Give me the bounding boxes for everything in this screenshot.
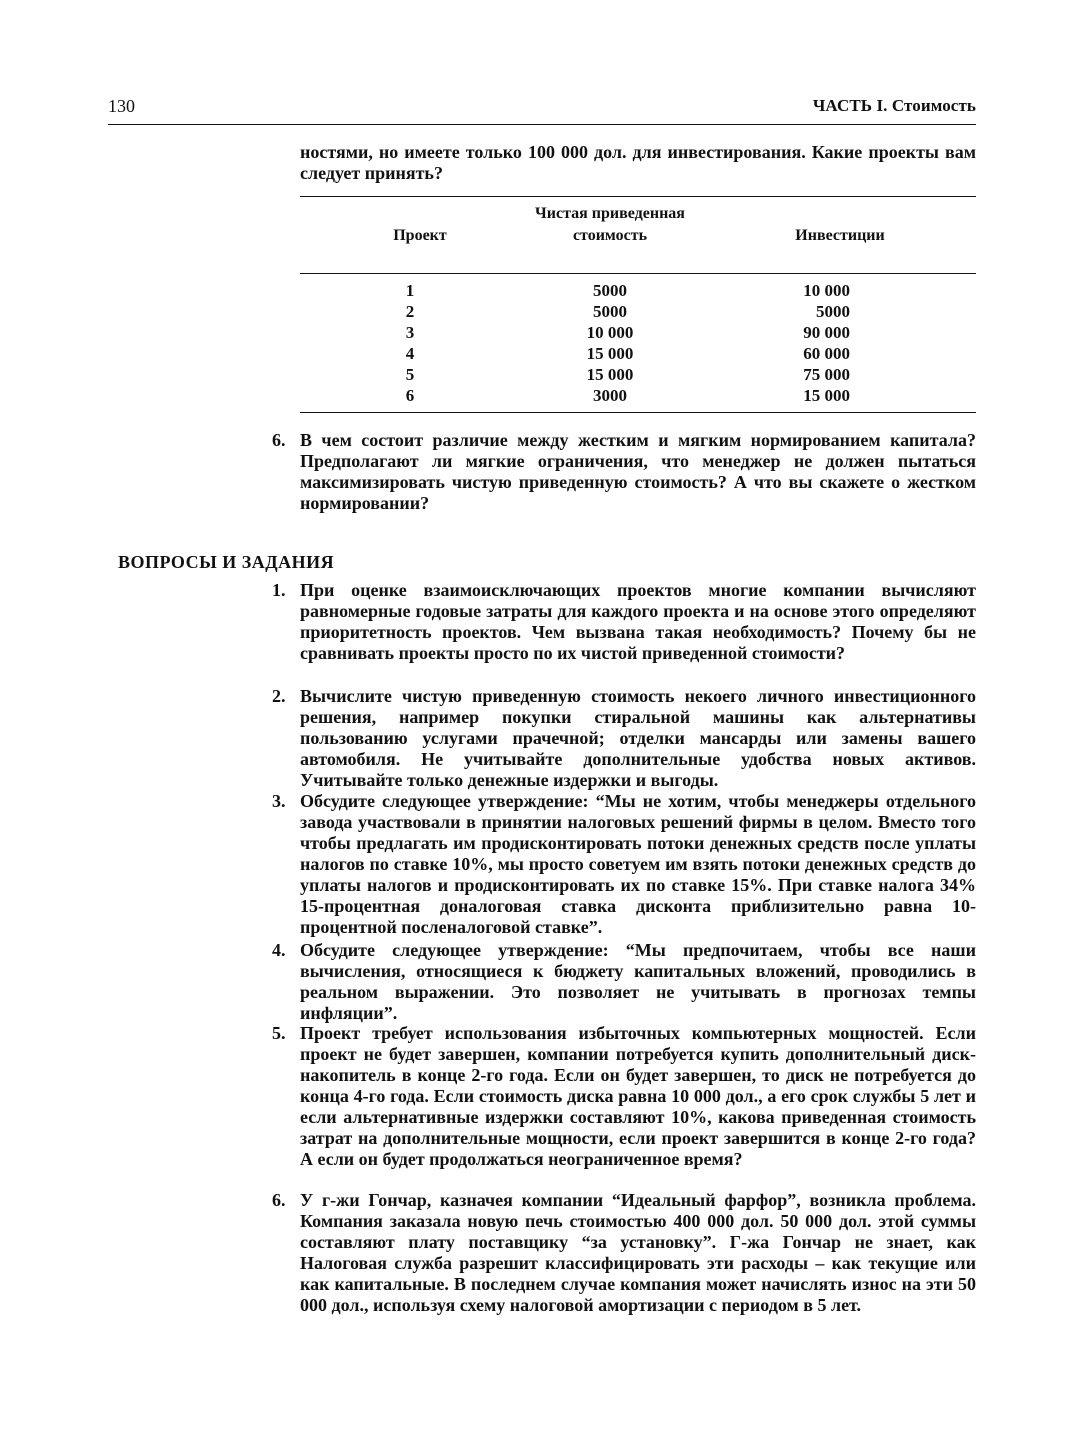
cell-investment: 10 000 — [803, 281, 850, 300]
question-3 — [272, 791, 976, 941]
cell-investment: 75 000 — [803, 365, 850, 384]
question-text: Обсудите следующее утверждение: “Мы не хотим, чтобы менеджеры отдельного завода участвовали в принятии налоговых решений фирмы в целом. Вместо того чтобы предлагать им продисконтировать потоки денежных средств после уплаты налогов по ставке 10%, мы просто советуем им взять потоки денежных средств до уплаты налогов и продисконтировать их по ставке 15%. При ставке налога 34% 15-процентная доналоговая ставка дисконта приблизительно равна 10-процентной посленалоговой ставке”. — [300, 791, 976, 937]
projects-table — [300, 196, 976, 413]
intro-paragraph: ностями, но имеете только 100 000 дол. для инвестирования. Какие проекты вам следует принять? — [300, 142, 976, 183]
cell-investment: 60 000 — [803, 344, 850, 363]
table-body — [300, 274, 976, 412]
cell-investment: 5000 — [816, 302, 850, 321]
table-bottom-rule — [300, 412, 976, 413]
question-text: Вычислите чистую приведенную стоимость некоего личного инвестиционного решения, например покупки стиральной машины как альтернативы пользованию услугами прачечной; отделки мансарды или замены вашего автомобиля. Не учитывайте дополнительные удобства новых активов. Учитывайте только денежные издержки и выгоды. — [300, 686, 976, 790]
cell-project: 4 — [405, 344, 415, 363]
question-number: 4. — [272, 940, 286, 960]
question-1 — [272, 580, 976, 690]
question-number: 3. — [272, 791, 286, 811]
cell-npv: 15 000 — [586, 365, 634, 384]
cell-npv: 10 000 — [586, 323, 634, 342]
question-text: Обсудите следующее утверждение: “Мы предпочитаем, чтобы все наши вычисления, относящиеся к бюджету капитальных вложений, проводились в реальном выражении. Это позволяет не учитывать в прогнозах темпы инфляции”. — [300, 940, 976, 1023]
question-2 — [272, 686, 976, 796]
running-head: ЧАСТЬ I. Стоимость — [812, 96, 976, 115]
question-4 — [272, 940, 976, 1030]
cell-project: 5 — [405, 365, 415, 384]
cell-project: 2 — [405, 302, 415, 321]
cell-npv: 5000 — [593, 281, 627, 300]
question-text: В чем состоит различие между жестким и мягким нормированием капитала? Предполагают ли мягкие ограничения, что менеджер не должен пытаться максимизировать чистую приведенную стоимость? А что вы скажете о жестком нормировании? — [300, 430, 976, 513]
table-row — [300, 322, 976, 343]
question-text: При оценке взаимоисключающих проектов многие компании вычисляют равномерные годовые затраты для каждого проекта и на основе этого определяют приоритетность проектов. Чем вызвана такая необходимость? Почему бы не сравнивать проекты просто по их чистой приведенной стоимости? — [300, 580, 976, 663]
question-text: Проект требует использования избыточных компьютерных мощностей. Если проект не будет завершен, компании потребуется купить дополнительный диск-накопитель в конце 2-го года. Если он будет завершен, то диск не потребуется до конца 4-го года. Если стоимость диска равна 10 000 дол., а его срок службы 5 лет и если альтернативные издержки составляют 10%, какова приведенная стоимость затрат на дополнительные мощности, если проект завершится в конце 2-го года? А если он будет продолжаться неограниченное время? — [300, 1023, 976, 1169]
page-number: 130 — [108, 96, 135, 116]
table-row — [300, 385, 976, 406]
header-npv: Чистая приведенная стоимость — [535, 205, 685, 244]
header-project: Проект — [393, 227, 447, 244]
header-rule — [108, 124, 976, 125]
table-row — [300, 364, 976, 385]
question-number: 6. — [272, 1190, 286, 1210]
table-row — [300, 280, 976, 301]
question-text: У г-жи Гончар, казначея компании “Идеальный фарфор”, возникла проблема. Компания заказала новую печь стоимостью 400 000 дол. 50 000 дол. этой суммы составляют плату поставщику “за установку”. Г-жа Гончар не знает, как Налоговая служба разрешит классифицировать эти расходы – как текущие или как капитальные. В последнем случае компания может начислять износ на эти 50 000 дол., используя схему налоговой амортизации с периодом в 5 лет. — [300, 1190, 976, 1315]
table-header — [300, 197, 976, 273]
question-6 — [272, 1190, 976, 1320]
review-question-6 — [272, 430, 976, 516]
section-title: ВОПРОСЫ И ЗАДАНИЯ — [118, 552, 335, 572]
cell-npv: 5000 — [593, 302, 627, 321]
cell-npv: 15 000 — [586, 344, 634, 363]
header-investment: Инвестиции — [795, 227, 885, 244]
cell-project: 3 — [405, 323, 415, 342]
question-number: 5. — [272, 1023, 286, 1043]
cell-npv: 3000 — [593, 386, 627, 405]
question-number: 1. — [272, 580, 286, 600]
table-row — [300, 301, 976, 322]
question-number: 6. — [272, 430, 286, 450]
page-header — [108, 96, 976, 118]
cell-investment: 90 000 — [803, 323, 850, 342]
cell-project: 1 — [405, 281, 415, 300]
cell-project: 6 — [405, 386, 415, 405]
question-number: 2. — [272, 686, 286, 706]
cell-investment: 15 000 — [803, 386, 850, 405]
question-5 — [272, 1023, 976, 1193]
table-row — [300, 343, 976, 364]
